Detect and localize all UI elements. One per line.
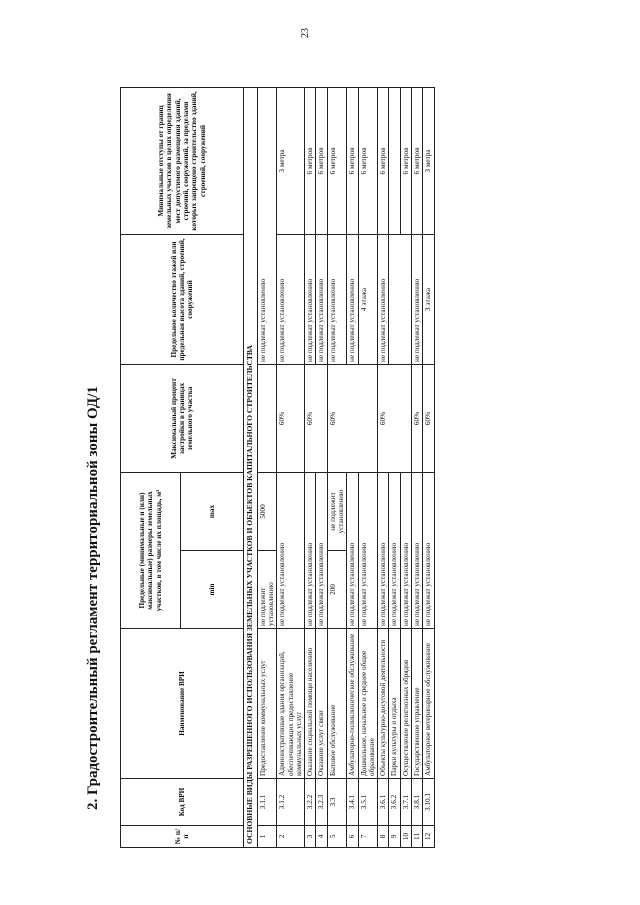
table-row [411,87,422,847]
row-code: 3.4.1 [347,779,358,826]
row-name: Предоставление коммунальных услуг [257,629,277,779]
row-minmax: не подлежат установлению [305,472,316,628]
row-code: 3.2.2 [305,779,316,826]
row-name: Оказание социальной помощи населению [305,629,316,779]
row-minmax: не подлежат установлению [378,472,389,628]
row-minmax: не подлежат установлению [389,472,400,628]
section-header-row [244,87,258,847]
row-setback: 6 метров [378,87,389,234]
row-minmax: не подлежат установлению [347,472,358,628]
row-setback: 6 метров [358,87,378,234]
row-floors: не подлежат установлению [347,234,358,364]
row-code: 3.3 [327,779,347,826]
row-setback: 6 метров [400,87,411,234]
table-row [423,87,434,847]
header-floors: Предельное количество этажей или предельная высота зданий, строений, сооружений [121,234,244,364]
row-floors: 3 этажа [423,234,434,364]
header-percent: Максимальный процент застройки в границах земельного участка [121,364,244,472]
header-max: max [181,472,244,550]
row-setback: 6 метров [316,87,327,234]
row-name: Дошкольное, начальное и среднее общее образование [358,629,378,779]
table-row [378,87,389,847]
row-floors: не подлежат установлению [305,234,316,364]
header-num: № п/п [121,826,244,848]
row-num: 2 [277,826,305,848]
table-row [257,87,277,847]
row-code: 3.1.2 [277,779,305,826]
row-setback: 6 метров [327,87,347,234]
row-code: 3.7.1 [400,779,411,826]
row-setback: 6 метров [305,87,316,234]
table-header-row [121,87,181,847]
header-min: min [181,551,244,629]
row-num: 1 [257,826,277,848]
row-num: 4 [316,826,327,848]
row-name: Административные здания организаций, обеспечивающих предоставление коммунальных услуг [277,629,305,779]
row-min: 200 [327,551,347,629]
row-num: 6 [347,826,358,848]
row-minmax: не подлежат установлению [358,472,378,628]
row-floors: не подлежат установлению [316,234,327,364]
row-min: не подлежит установлению [257,551,277,629]
row-max: 5000 [257,472,277,550]
row-code: 3.6.2 [389,779,400,826]
page-number: 23 [300,28,311,38]
table-row [305,87,316,847]
row-setback: 3 метра [277,87,305,234]
row-name: Объекты культурно-досуговой деятельности [378,629,389,779]
row-num: 8 [378,826,389,848]
row-setback: 3 метра [423,87,434,234]
row-percent: 60% [378,364,412,472]
row-minmax: не подлежат установлению [277,472,305,628]
row-floors: не подлежат установлению [327,234,347,364]
row-name: Осуществление религиозных обрядов [400,629,411,779]
row-minmax: не подлежат установлению [400,472,411,628]
row-name: Бытовое обслуживание [327,629,347,779]
row-floors: не подлежат установлению [411,234,422,364]
row-percent: 60% [305,364,328,472]
row-num: 7 [358,826,378,848]
row-max: не подлежит установлению [327,472,347,550]
row-code: 3.5.1 [358,779,378,826]
regulation-table-container [120,88,620,848]
row-num: 12 [423,826,434,848]
row-code: 3.8.1 [411,779,422,826]
row-floors: 4 этажа [358,234,378,364]
table-row [277,87,305,847]
section-title: ОСНОВНЫЕ ВИДЫ РАЗРЕШЕННОГО ИСПОЛЬЗОВАНИЯ ЗЕМЕЛЬНЫХ УЧАСТКОВ И ОБЪЕКТОВ КАПИТАЛЬНОГО СТРОИТЕЛЬСТВА [244,87,258,847]
row-num: 9 [389,826,400,848]
row-percent: 60% [423,364,434,472]
header-size-group: Предельные (минимальные и (или) максимальные) размеры земельных участков, в том числе их площадь, м² [121,472,181,628]
row-percent: 60% [327,364,377,472]
row-code: 3.2.3 [316,779,327,826]
header-code: Код ВРИ [121,779,244,826]
row-name: Амбулаторно-поликлиническое обслуживание [347,629,358,779]
row-floors: не подлежат установлению [378,234,389,364]
row-percent: 60% [411,364,422,472]
row-num: 11 [411,826,422,848]
row-code: 3.6.1 [378,779,389,826]
row-minmax: не подлежат установлению [423,472,434,628]
row-minmax: не подлежат установлению [411,472,422,628]
row-percent [257,364,277,472]
row-floors-empty [389,234,412,364]
row-floors: не подлежат установлению [277,234,305,364]
row-name: Парки культуры и отдыха [389,629,400,779]
row-minmax: не подлежат установлению [316,472,327,628]
table-row [327,87,347,847]
row-num: 5 [327,826,347,848]
regulation-table [120,87,435,848]
row-setback: 6 метров [411,87,422,234]
row-setback-empty [389,87,400,234]
row-setback: 6 метров [347,87,358,234]
row-num: 3 [305,826,316,848]
row-code: 3.1.1 [257,779,277,826]
row-name: Государственное управление [411,629,422,779]
row-percent: 60% [277,364,305,472]
header-setback: Минимальные отступы от границ земельных участков в целях определения мест допустимого размещения зданий, строений, сооружений, за пределами которых запрещено строительство зданий, строений, сооружений [121,87,244,234]
row-num: 10 [400,826,411,848]
header-name: Наименование ВРИ [121,629,244,779]
page-title: 2. Градостроительный регламент территориальной зоны ОД/1 [85,386,101,810]
row-floors-setback: не подлежат установлению [257,87,277,364]
row-name: Оказание услуг связи [316,629,327,779]
row-name: Амбулаторное ветеринарное обслуживание [423,629,434,779]
row-code: 3.10.1 [423,779,434,826]
